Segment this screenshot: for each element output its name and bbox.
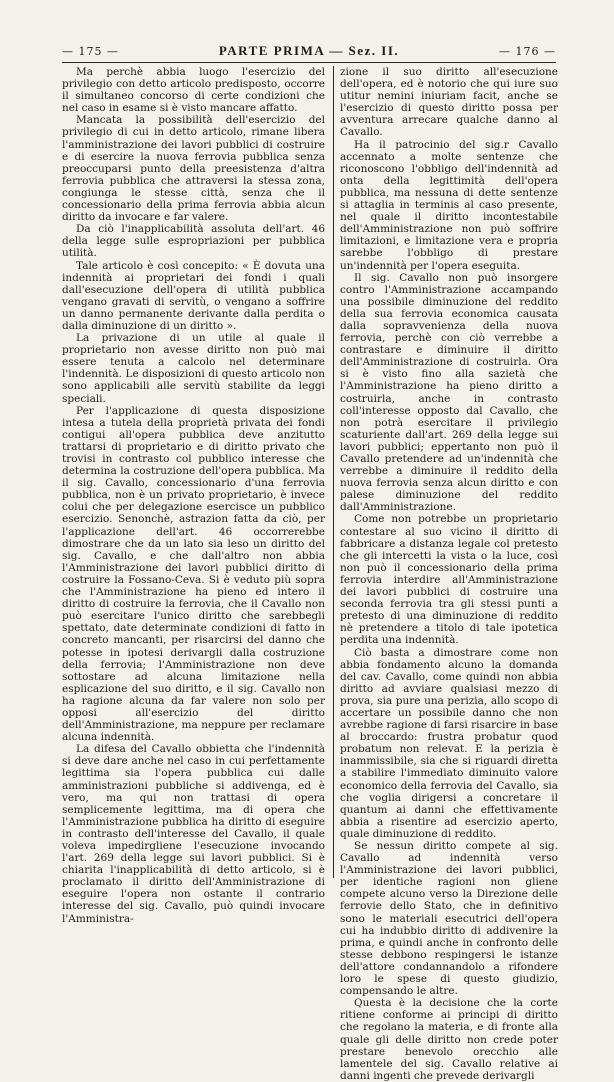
right-page-number: — 176 — xyxy=(498,44,556,58)
paragraph: Il sig. Cavallo non può insorgere contro l'Amministrazione accampando una possibile diminuzione del reddito della sua ferrovia economica causata dalla sopravvenienza della nuova ferrovia, perchè con ciò verrebbe a contrastare e diminuire il diritto dell'Amministrazione di costruirla. Ora si è visto fino alla sazietà che l'Amministrazione ha pieno diritto a costruirla, anche in contrasto coll'interesse opposto dal Cavallo, che non potrà esercitare il privilegio scaturiente dall'art. 269 della legge sui lavori pubblici; eppertanto non può il Cavallo pretendere ad un'indennità che verrebbe a diminuire il reddito della nuova ferrovia senza alcun diritto e con palese diminuzione del reddito dall'Amministrazione. xyxy=(340,271,558,514)
paragraph: Questa è la decisione che la corte ritiene conforme ai principi di diritto che regolano la materia, e di fronte alla quale gli delle diritto non crede poter prestare benevolo orecchio alle lamentele del sig. Cavallo relative ai danni ingenti che prevede derivargli xyxy=(340,997,558,1082)
column-divider xyxy=(333,66,334,878)
paragraph: Per l'applicazione di questa disposizione intesa a tutela della proprietà privata dei fondi contigui all'opera pubblica deve anzitutto trattarsi di proprietario e di diritto privato che trovisi in contrasto col pubblico interesse che determina la costruzione dell'opera pubblica. Ma il sig. Cavallo, concessionario d'una ferrovia pubblica, non è un privato proprietario, è invece colui che per delegazione esercisce un pubblico esercizio. Senonchè, astrazion fatta da ciò, per l'applicazione dell'art. 46 occorrerebbe dimostrare che da un lato sia leso un diritto del sig. Cavallo, e che dall'altro non abbia l'Amministrazione dei lavori pubblici diritto di costruire la Fossano-Ceva. Si è veduto più sopra che l'Amministrazione ha pieno ed intero il diritto di costruire la ferrovia, che il Cavallo non può esercitare l'unico diritto che sarebbegli spettato, date determinate condizioni di fatto in concreto mancanti, per risarcirsi del danno che potesse in ipotesi derivargli dalla costruzione della ferrovia; l'Amministrazione non deve sottostare ad alcuna limitazione nella esplicazione del suo diritto, e il sig. Cavallo non ha ragione alcuna da far valere non solo per opposi all'esercizio del diritto dell'Amministrazione, ma neppure per reclamare alcuna indennità. xyxy=(62,404,325,744)
paragraph: zione il suo diritto all'esecuzione dell'opera, ed è notorio che qui iure suo utitur nemini iniuriam facit, anche se l'esercizio di questo diritto possa per avventura arrecare qualche danno al Cavallo. xyxy=(340,66,558,139)
paragraph: Tale articolo è così concepito: « È dovuta una indennità ai proprietari dei fondi i quali dall'esecuzione dell'opera di utilità pubblica vengano gravati di servitù, o vengano a soffrire un danno permanente derivante dalla perdita o dalla diminuzione di un diritto ». xyxy=(62,259,325,332)
paragraph: Mancata la possibilità dell'esercizio del privilegio di cui in detto articolo, rimane libera l'amministrazione dei lavori pubblici di costruire e di esercire la nuova ferrovia pubblica senza preoccuparsi punto della preesistenza d'altra ferrovia pubblica che attraversi la stessa zona, congiunga le stesse città, senza che il concessionario della prima ferrovia abbia alcun diritto da invocare e far valere. xyxy=(62,114,325,224)
paragraph: La difesa del Cavallo obbietta che l'indennità si deve dare anche nel caso in cui perfettamente legittima sia l'opera pubblica cui dalle amministrazioni pubbliche si addivenga, ed è vero, ma qui non trattasi di opera semplicemente legittima, ma di opera che l'Amministrazione pubblica ha diritto di eseguire in contrasto dell'interesse del Cavallo, il quale voleva impedirgliene l'esecuzione invocando l'art. 269 della legge sui lavori pubblici. Si è chiarita l'inapplicabilità di detto articolo, si è proclamato il diritto dell'Amministrazione di eseguire l'opera non ostante il contrario interesse del sig. Cavallo, può quindi invocare l'Amministra- xyxy=(62,743,325,925)
paragraph: Se nessun diritto compete al sig. Cavallo ad indennità verso l'Amministrazione dei lavori pubblici, per identiche ragioni non gliene compete alcuno verso la Direzione delle ferrovie dello Stato, che in definitivo sono le materiali esecutrici dell'opera cui ha indubbio diritto di addivenire la prima, e quindi anche in confronto delle stesse debbono respingersi le istanze dell'attore condannandolo a rifondere loro le spese di questo giudizio, compensando le altre. xyxy=(340,840,558,998)
paragraph: La privazione di un utile al quale il proprietario non avesse diritto non può mai essere tenuta a calcolo nel determinare l'indennità. Le disposizioni di questo articolo non sono applicabili alle servitù stabilite da leggi speciali. xyxy=(62,332,325,405)
section-title: PARTE PRIMA — Sez. II. xyxy=(218,43,400,58)
right-text-column xyxy=(340,66,558,1082)
page-header xyxy=(62,40,556,63)
paragraph: Ha il patrocinio del sig.r Cavallo accennato a molte sentenze che riconoscono l'obbligo dell'indennità ad onta della legittimità dell'opera pubblica, ma nessuna di dette sentenze si attaglia in terminis al caso presente, nel quale il diritto incontestabile dell'Amministrazione non può soffrire limitazioni, e limitazione vera e propria sarebbe l'obbligo di prestare un'indennità per l'opera eseguita. xyxy=(340,138,558,272)
paragraph: Ciò basta a dimostrare come non abbia fondamento alcuno la domanda del cav. Cavallo, come quindi non abbia diritto ad avviare qualsiasi mezzo di prova, sia pure una perizia, allo scopo di accertare un possibile danno che non avrebbe ragione di farsi risarcire in base al broccardo: frustra probatur quod probatum non relevat. E la perizia è inammissibile, sia che si riguardi diretta a stabilire l'immediato diminuito valore economico della ferrovia del Cavallo, sia che voglia dirigersi a concretare il quantum ai danni che effettivamente abbia a risentire ad esercizio aperto, quale diminuzione di reddito. xyxy=(340,646,558,840)
paragraph: Da ciò l'inapplicabilità assoluta dell'art. 46 della legge sulle espropriazioni per pubblica utilità. xyxy=(62,223,325,260)
paragraph: Ma perchè abbia luogo l'esercizio del privilegio con detto articolo predisposto, occorre il simultaneo concorso di certe condizioni che nel caso in esame si è visto mancare affatto. xyxy=(62,66,325,115)
left-text-column xyxy=(62,66,325,925)
paragraph: Come non potrebbe un proprietario contestare al suo vicino il diritto di fabbricare a distanza legale col pretesto che gli intercetti la vista o la luce, così non può il concessionario della prima ferrovia interdire all'Amministrazione dei lavori pubblici di costruire una seconda ferrovia tra gli stessi punti a pretesto di una diminuzione di reddito nè pretendere a titolo di tale ipotetica perdita una indennità. xyxy=(340,513,558,647)
left-page-number: — 175 — xyxy=(62,44,119,58)
